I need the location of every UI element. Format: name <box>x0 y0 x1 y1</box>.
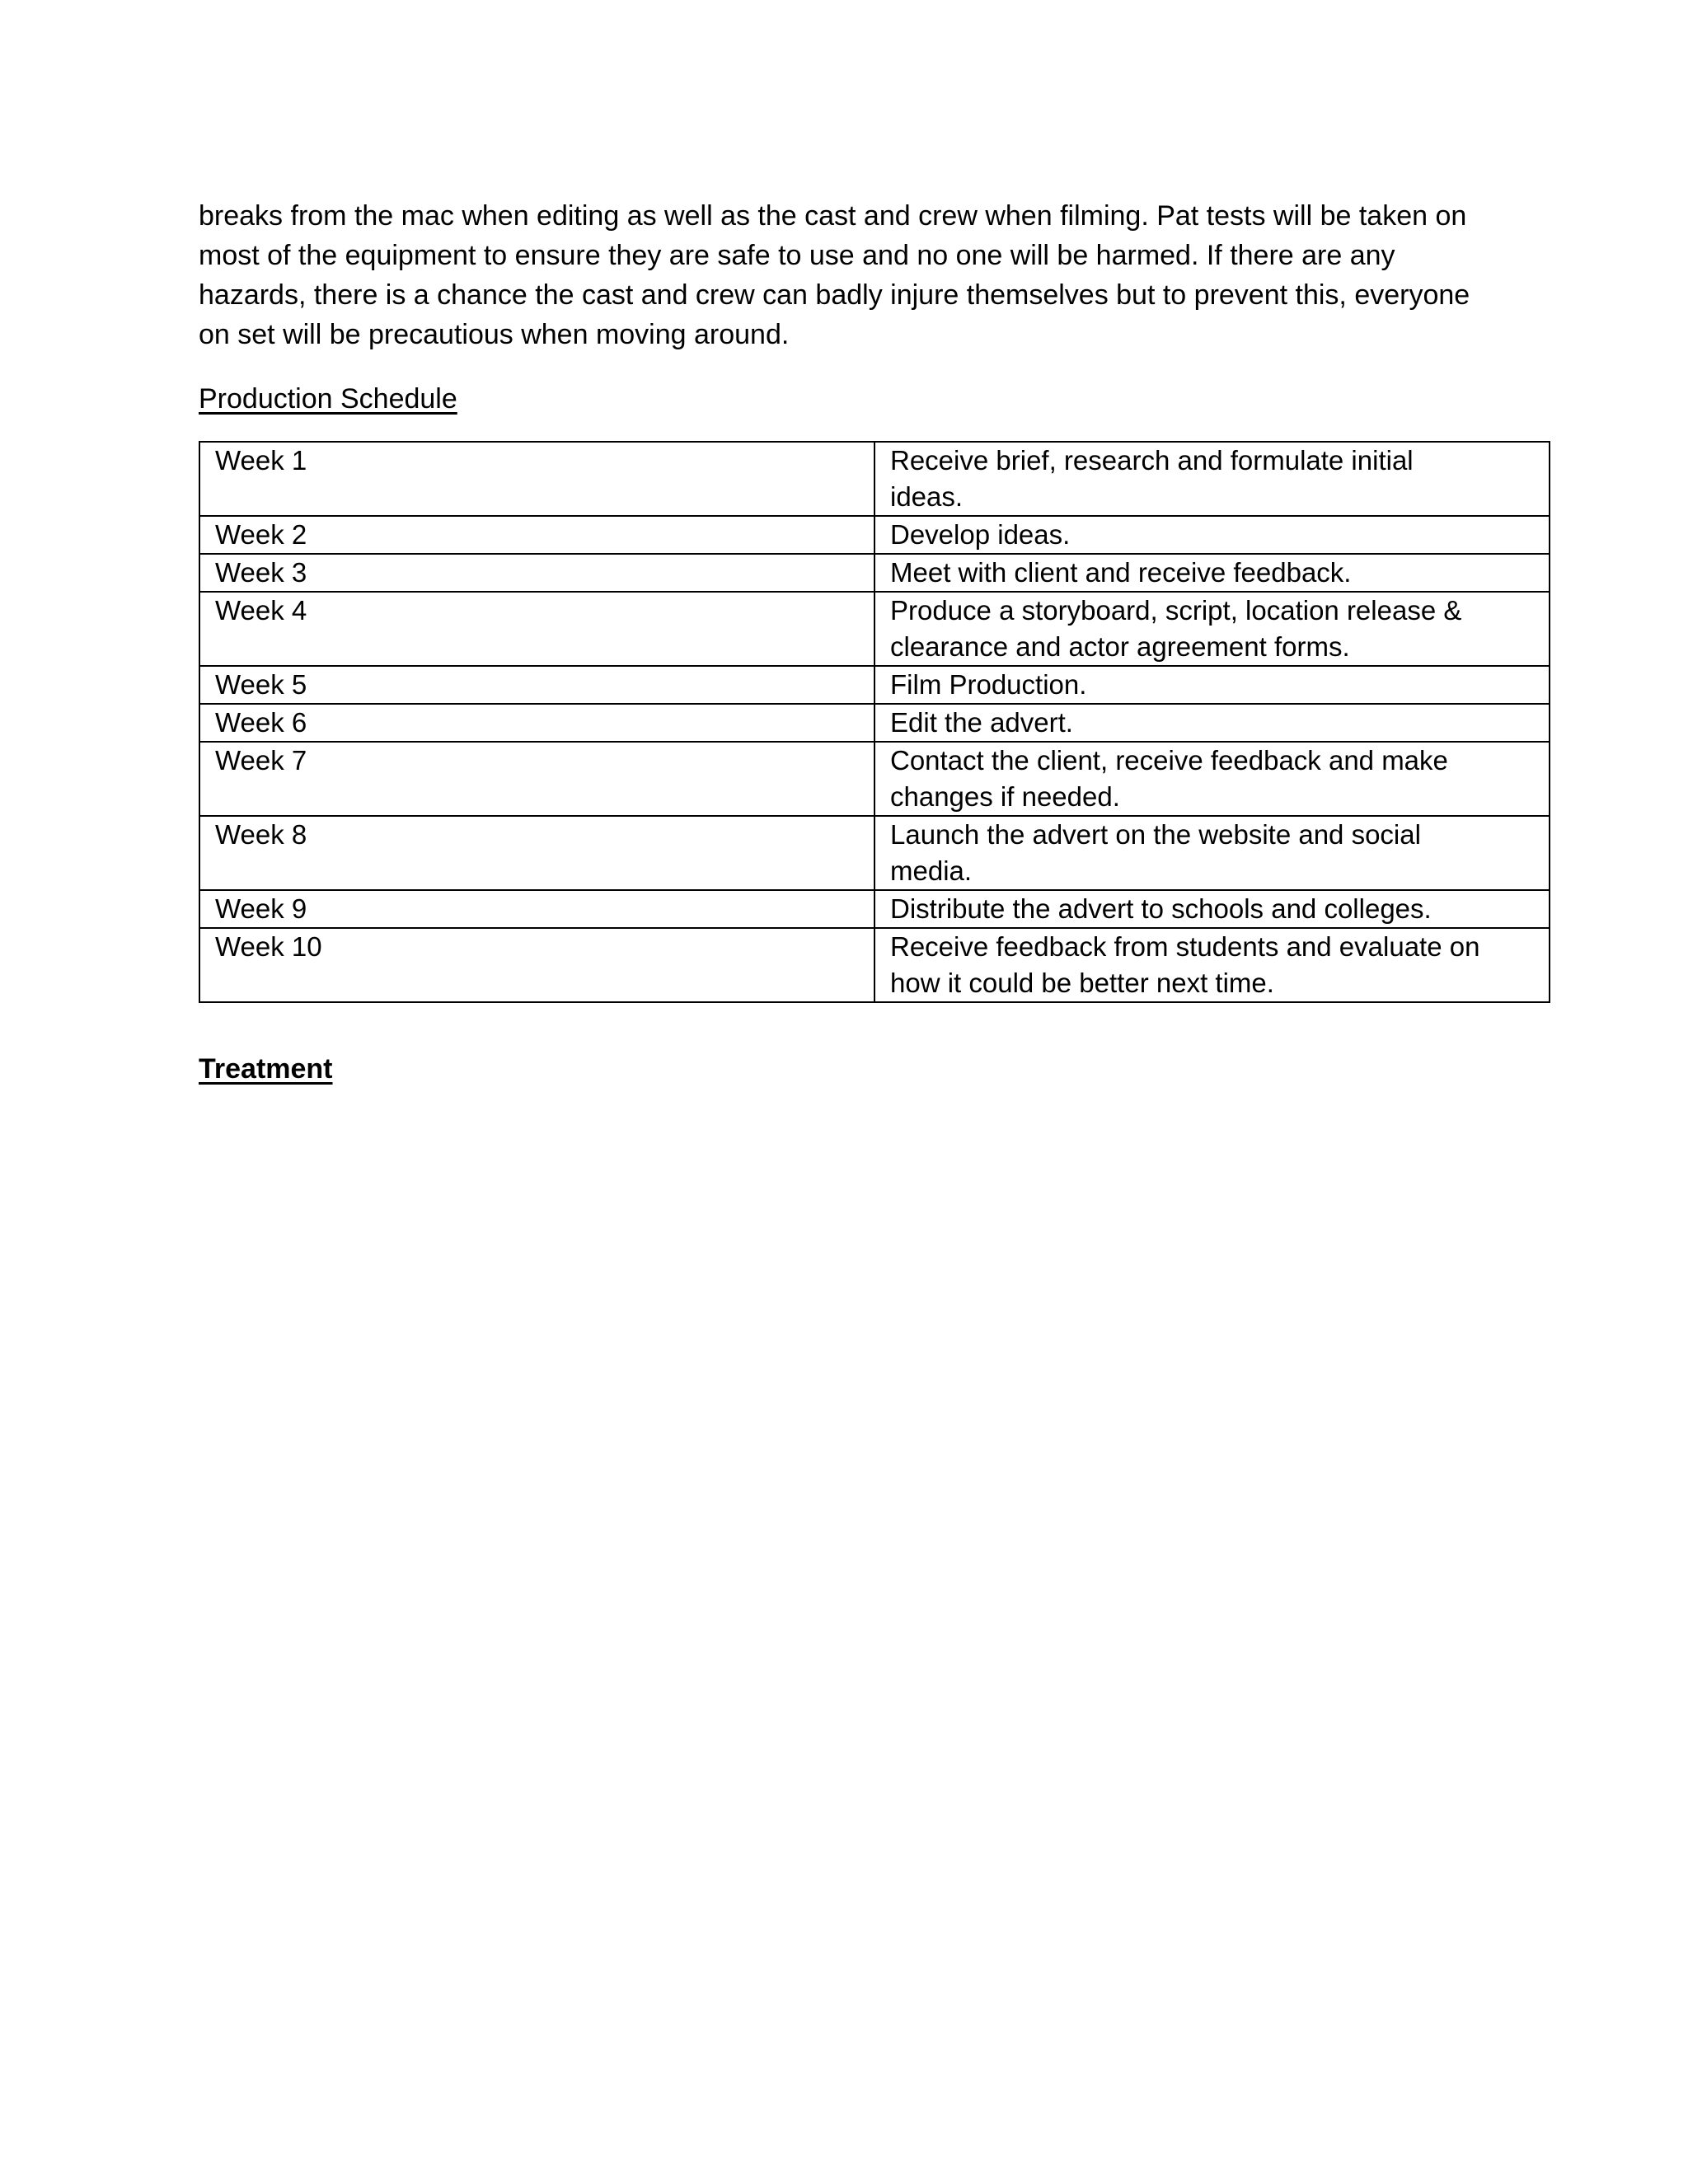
production-schedule-table <box>199 441 1550 1003</box>
table-row <box>199 592 1550 666</box>
task-cell <box>874 592 1550 666</box>
task-cell <box>874 742 1550 816</box>
task-line: Contact the client, receive feedback and make <box>890 745 1448 776</box>
task-line: Meet with client and receive feedback. <box>890 557 1352 588</box>
week-cell: Week 2 <box>199 516 874 554</box>
week-cell: Week 8 <box>199 816 874 890</box>
table-row <box>199 516 1550 554</box>
task-line: Receive brief, research and formulate initial <box>890 445 1414 476</box>
week-cell: Week 10 <box>199 928 874 1002</box>
task-cell <box>874 816 1550 890</box>
task-line: Produce a storyboard, script, location release & <box>890 595 1462 626</box>
production-schedule-heading: Production Schedule <box>199 383 457 415</box>
week-cell: Week 3 <box>199 554 874 592</box>
week-cell: Week 7 <box>199 742 874 816</box>
paragraph-line: hazards, there is a chance the cast and crew can badly injure themselves but to prevent this, everyone <box>199 279 1470 311</box>
table-row <box>199 816 1550 890</box>
task-line: Launch the advert on the website and social <box>890 819 1421 850</box>
week-cell: Week 6 <box>199 704 874 742</box>
week-cell: Week 5 <box>199 666 874 704</box>
task-cell <box>874 666 1550 704</box>
task-cell <box>874 890 1550 928</box>
week-cell: Week 9 <box>199 890 874 928</box>
paragraph-line: most of the equipment to ensure they are safe to use and no one will be harmed. If there are any <box>199 240 1395 271</box>
week-cell: Week 4 <box>199 592 874 666</box>
intro-paragraph <box>199 196 1501 354</box>
paragraph-line: on set will be precautious when moving around. <box>199 319 790 350</box>
task-line: Receive feedback from students and evaluate on <box>890 931 1480 962</box>
task-line: Film Production. <box>890 669 1087 700</box>
task-line: Develop ideas. <box>890 519 1071 550</box>
week-cell: Week 1 <box>199 442 874 516</box>
task-line: clearance and actor agreement forms. <box>890 631 1350 662</box>
task-line: Edit the advert. <box>890 707 1073 738</box>
task-line: Distribute the advert to schools and colleges. <box>890 893 1432 924</box>
table-row <box>199 742 1550 816</box>
task-cell <box>874 442 1550 516</box>
table-row <box>199 890 1550 928</box>
paragraph-line: breaks from the mac when editing as well as the cast and crew when filming. Pat tests will be taken on <box>199 200 1467 232</box>
task-line: changes if needed. <box>890 781 1120 812</box>
table-row <box>199 442 1550 516</box>
treatment-heading: Treatment <box>199 1053 333 1085</box>
task-line: how it could be better next time. <box>890 968 1274 998</box>
table-row <box>199 666 1550 704</box>
task-cell <box>874 704 1550 742</box>
task-line: ideas. <box>890 481 964 512</box>
table-row <box>199 554 1550 592</box>
task-line: media. <box>890 855 973 886</box>
task-cell <box>874 516 1550 554</box>
task-cell <box>874 554 1550 592</box>
task-cell <box>874 928 1550 1002</box>
table-row <box>199 704 1550 742</box>
table-row <box>199 928 1550 1002</box>
